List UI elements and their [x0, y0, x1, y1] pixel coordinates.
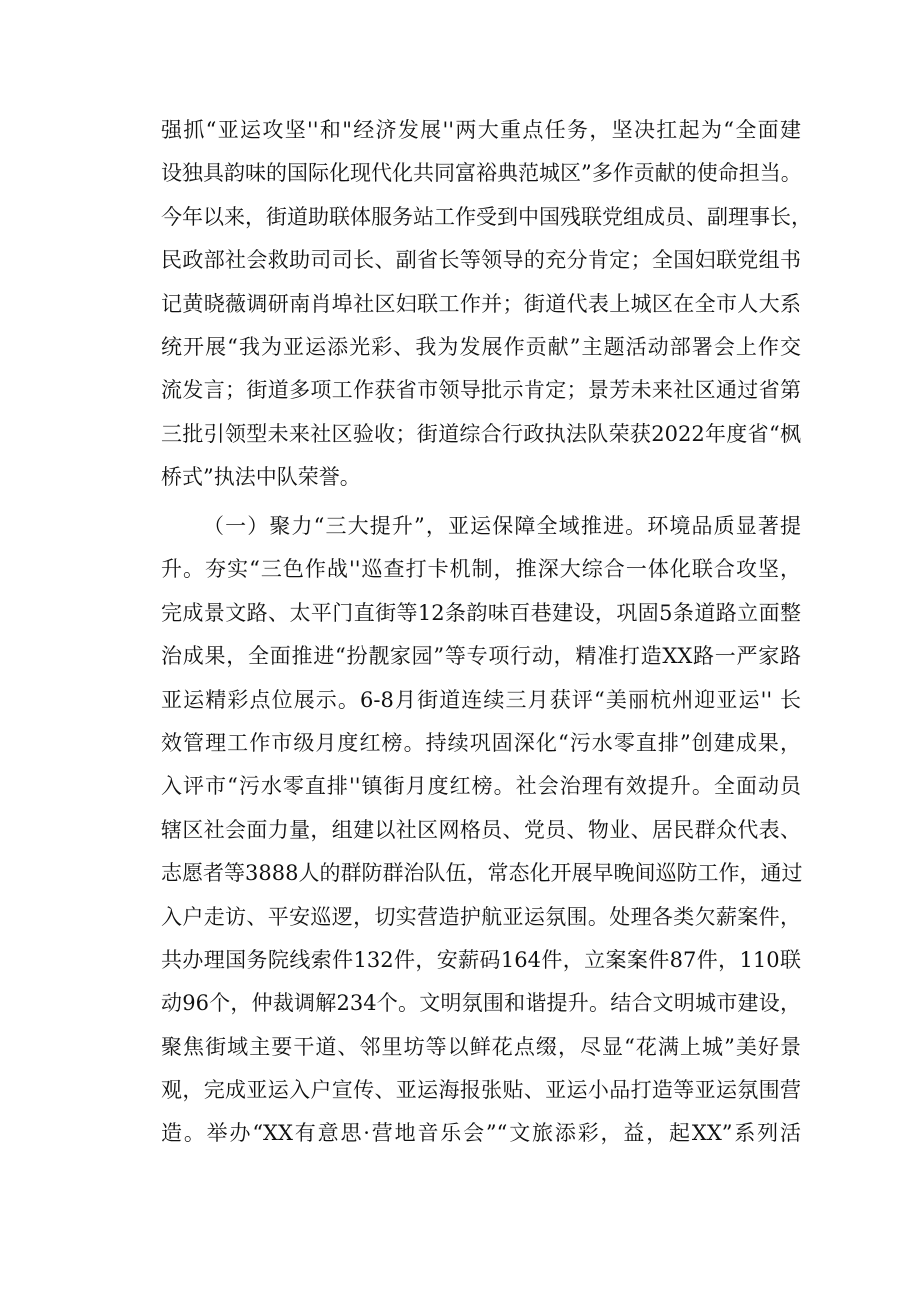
paragraph-line: 记黄晓薇调研南肖埠社区妇联工作并；街道代表上城区在全市人大系 — [161, 291, 801, 316]
paragraph-line: 三批引领型未来社区验收；街道综合行政执法队荣获2022年度省“枫 — [161, 421, 801, 446]
paragraph-line: 效管理工作市级月度红榜。持续巩固深化“污水零直排”创建成果， — [161, 730, 801, 755]
paragraph-2 — [161, 505, 801, 1156]
paragraph-line: 桥式”执法中队荣誉。 — [161, 465, 361, 490]
paragraph-line: 动96个，仲裁调解234个。文明氛围和谐提升。结合文明城市建设， — [161, 991, 801, 1016]
paragraph-line: 辖区社会面力量，组建以社区网格员、党员、物业、居民群众代表、 — [161, 817, 801, 842]
paragraph-1 — [161, 109, 812, 500]
paragraph-line: 入评市“污水零直排''镇街月度红榜。社会治理有效提升。全面动员 — [161, 774, 801, 799]
paragraph-line: 共办理国务院线索件132件，安薪码164件，立案案件87件，110联 — [161, 947, 801, 972]
paragraph-line: （一）聚力“三大提升”，亚运保障全域推进。环境品质显著提 — [203, 514, 801, 538]
paragraph-line: 入户走访、平安巡逻，切实营造护航亚运氛围。处理各类欠薪案件， — [161, 904, 801, 929]
paragraph-line: 完成景文路、太平门直街等12条韵味百巷建设，巩固5条道路立面整 — [161, 600, 801, 625]
paragraph-line: 治成果，全面推进“扮靓家园”等专项行动，精准打造XX路一严家路 — [161, 644, 801, 669]
paragraph-line: 统开展“我为亚运添光彩、我为发展作贡献”主题活动部署会上作交 — [161, 334, 801, 359]
paragraph-line: 民政部社会救助司司长、副省长等领导的充分肯定；全国妇联党组书 — [161, 248, 801, 273]
paragraph-line: 流发言；街道多项工作获省市领导批示肯定；景芳未来社区通过省第 — [161, 378, 801, 403]
paragraph-line: 今年以来，街道助联体服务站工作受到中国残联党组成员、副理事长， — [161, 204, 812, 229]
paragraph-line: 造。举办“XX有意思·营地音乐会”“文旅添彩，益，起XX”系列活 — [161, 1121, 801, 1146]
paragraph-line: 观，完成亚运入户宣传、亚运海报张贴、亚运小品打造等亚运氛围营 — [161, 1078, 801, 1103]
paragraph-line: 志愿者等3888人的群防群治队伍，常态化开展早晚间巡防工作，通过 — [161, 861, 803, 886]
paragraph-line: 设独具韵味的国际化现代化共同富裕典范城区”多作贡献的使命担当。 — [161, 161, 802, 186]
paragraph-line: 聚焦街域主要干道、邻里坊等以鲜花点缀，尽显“花满上城”美好景 — [161, 1034, 801, 1059]
paragraph-line: 亚运精彩点位展示。6-8月街道连续三月获评“美丽杭州迎亚运'' 长 — [161, 687, 801, 712]
paragraph-line: 升。夯实“三色作战''巡查打卡机制，推深大综合一体化联合攻坚， — [161, 557, 801, 582]
paragraph-line: 强抓“亚运攻坚''和"经济发展''两大重点任务，坚决扛起为“全面建 — [161, 118, 801, 142]
